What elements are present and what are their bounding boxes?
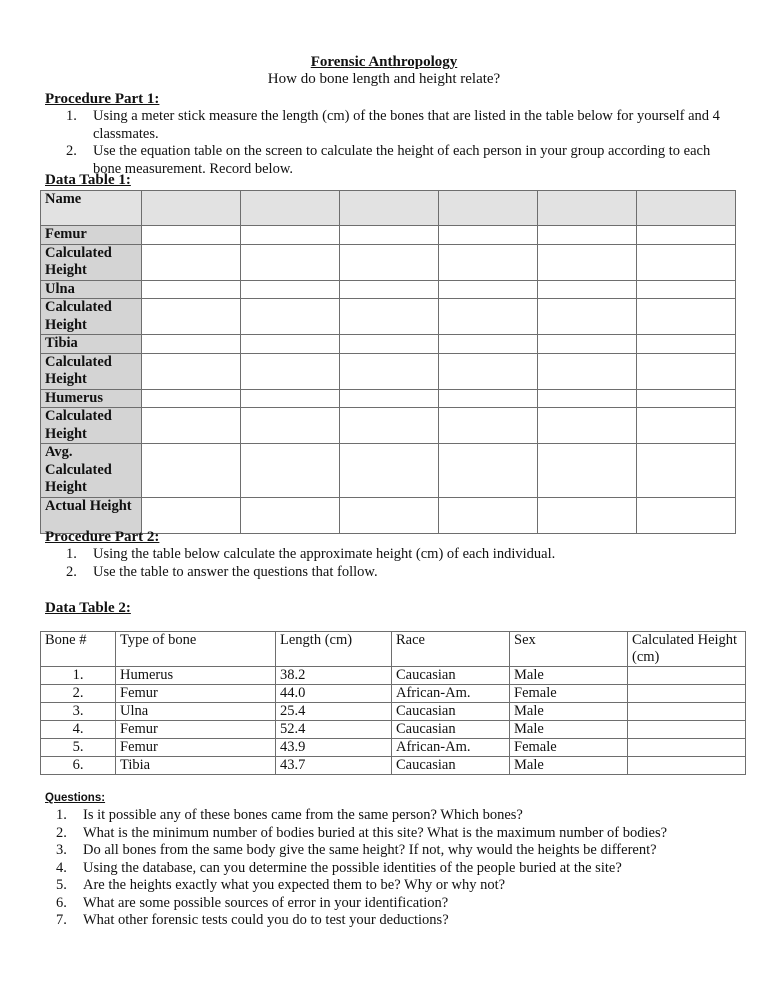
bone-type: Tibia (116, 757, 276, 775)
question-number: 4. (56, 859, 67, 876)
entry-cell[interactable] (340, 280, 439, 299)
question-item (56, 877, 756, 895)
question-text: Is it possible any of these bones came from the same person? Which bones? (83, 807, 523, 823)
table-row (41, 353, 736, 389)
column-header: Bone # (41, 632, 116, 667)
question-item (56, 895, 756, 913)
race: Caucasian (392, 721, 510, 739)
bone-length: 25.4 (276, 703, 392, 721)
bone-length: 38.2 (276, 667, 392, 685)
procedure-part2-heading: Procedure Part 2: (45, 529, 160, 545)
entry-cell[interactable] (340, 226, 439, 245)
race: Caucasian (392, 703, 510, 721)
sex: Female (510, 739, 628, 757)
entry-cell[interactable] (340, 444, 439, 498)
row-label: Calculated Height (41, 299, 142, 335)
entry-cell[interactable] (538, 444, 637, 498)
name-input-cell[interactable] (538, 191, 637, 226)
bone-length: 43.7 (276, 757, 392, 775)
table-row (41, 226, 736, 245)
question-number: 7. (56, 912, 67, 928)
entry-cell[interactable] (142, 335, 241, 354)
entry-cell[interactable] (637, 280, 736, 299)
entry-cell[interactable] (241, 444, 340, 498)
entry-cell[interactable] (439, 244, 538, 280)
entry-cell[interactable] (142, 408, 241, 444)
entry-cell[interactable] (241, 353, 340, 389)
entry-cell[interactable] (241, 408, 340, 444)
sex: Male (510, 703, 628, 721)
bone-number: 4. (41, 721, 116, 739)
bone-length: 43.9 (276, 739, 392, 757)
column-header: Type of bone (116, 632, 276, 667)
question-number: 2. (56, 824, 67, 841)
bone-number: 3. (41, 703, 116, 721)
bone-length: 44.0 (276, 685, 392, 703)
entry-cell[interactable] (241, 280, 340, 299)
table-row (41, 389, 736, 408)
questions-heading: Questions: (45, 792, 106, 804)
table-row (41, 408, 736, 444)
table-row (41, 280, 736, 299)
question-item (56, 807, 756, 825)
sex: Male (510, 757, 628, 775)
table-row (41, 335, 736, 354)
row-label: Humerus (41, 389, 142, 408)
table-row (41, 703, 746, 721)
entry-cell[interactable] (340, 299, 439, 335)
calculated-height-cell[interactable] (628, 667, 746, 685)
step-number: 2. (66, 143, 77, 159)
entry-cell[interactable] (241, 226, 340, 245)
procedure-part1-heading: Procedure Part 1: (45, 91, 160, 107)
question-number: 1. (56, 807, 67, 823)
question-text: What other forensic tests could you do to test your deductions? (83, 912, 449, 928)
document-subtitle: How do bone length and height relate? (267, 71, 501, 87)
entry-cell[interactable] (439, 408, 538, 444)
entry-cell[interactable] (142, 299, 241, 335)
calculated-height-cell[interactable] (628, 757, 746, 775)
entry-cell[interactable] (241, 389, 340, 408)
entry-cell[interactable] (340, 244, 439, 280)
bone-number: 5. (41, 739, 116, 757)
calculated-height-cell[interactable] (628, 703, 746, 721)
data-table-1 (40, 190, 736, 534)
entry-cell[interactable] (439, 299, 538, 335)
column-header: Length (cm) (276, 632, 392, 667)
table-header-row (41, 191, 736, 226)
entry-cell[interactable] (439, 226, 538, 245)
entry-cell[interactable] (538, 389, 637, 408)
column-header: Calculated Height (cm) (628, 632, 746, 667)
entry-cell[interactable] (538, 353, 637, 389)
race: Caucasian (392, 667, 510, 685)
row-label: Avg. Calculated Height (41, 444, 142, 498)
bone-number: 6. (41, 757, 116, 775)
entry-cell[interactable] (637, 244, 736, 280)
entry-cell[interactable] (340, 353, 439, 389)
question-item (56, 860, 756, 878)
table-header-row (41, 632, 746, 667)
table-row (41, 685, 746, 703)
entry-cell[interactable] (637, 389, 736, 408)
procedure-step (66, 143, 726, 178)
entry-cell[interactable] (439, 353, 538, 389)
step-number: 1. (66, 108, 77, 124)
entry-cell[interactable] (637, 353, 736, 389)
entry-cell[interactable] (538, 244, 637, 280)
name-header-cell: Name (41, 191, 142, 226)
entry-cell[interactable] (439, 444, 538, 498)
table-row (41, 299, 736, 335)
question-number: 5. (56, 877, 67, 893)
entry-cell[interactable] (142, 353, 241, 389)
procedure-step (66, 546, 726, 564)
data-table-2 (40, 631, 746, 775)
document-title: Forensic Anthropology (310, 54, 458, 70)
entry-cell[interactable] (142, 444, 241, 498)
entry-cell[interactable] (439, 280, 538, 299)
entry-cell[interactable] (241, 244, 340, 280)
calculated-height-cell[interactable] (628, 739, 746, 757)
row-label: Tibia (41, 335, 142, 354)
table-row (41, 739, 746, 757)
step-text: Use the table to answer the questions that follow. (93, 563, 378, 580)
entry-cell[interactable] (142, 226, 241, 245)
question-item (56, 842, 756, 860)
procedure-step (66, 564, 726, 582)
procedure-part2-steps (66, 546, 726, 581)
row-label: Calculated Height (41, 408, 142, 444)
entry-cell[interactable] (439, 335, 538, 354)
entry-cell[interactable] (142, 497, 241, 533)
name-input-cell[interactable] (142, 191, 241, 226)
step-text: Using the table below calculate the approximate height (cm) of each individual. (93, 546, 556, 562)
question-text: Are the heights exactly what you expected them to be? Why or why not? (83, 877, 506, 893)
race: Caucasian (392, 757, 510, 775)
bone-type: Femur (116, 685, 276, 703)
data-table-2-heading: Data Table 2: (45, 600, 131, 616)
question-number: 3. (56, 842, 67, 858)
race: African-Am. (392, 739, 510, 757)
row-label: Ulna (41, 280, 142, 299)
entry-cell[interactable] (340, 335, 439, 354)
bone-number: 1. (41, 667, 116, 685)
entry-cell[interactable] (142, 389, 241, 408)
question-item (56, 912, 756, 930)
entry-cell[interactable] (637, 226, 736, 245)
entry-cell[interactable] (241, 497, 340, 533)
procedure-part1-steps (66, 108, 726, 178)
sex: Male (510, 721, 628, 739)
bone-number: 2. (41, 685, 116, 703)
questions-list (56, 807, 756, 930)
entry-cell[interactable] (538, 280, 637, 299)
entry-cell[interactable] (538, 335, 637, 354)
step-text: Use the equation table on the screen to calculate the height of each person in your group according to each bone measurement. Record below. (93, 143, 711, 177)
step-text: Using a meter stick measure the length (cm) of the bones that are listed in the table below for yourself and 4 classmates. (93, 108, 720, 142)
column-header: Sex (510, 632, 628, 667)
step-number: 2. (66, 563, 77, 580)
name-input-cell[interactable] (241, 191, 340, 226)
row-label: Actual Height (41, 497, 142, 533)
entry-cell[interactable] (637, 335, 736, 354)
entry-cell[interactable] (637, 299, 736, 335)
entry-cell[interactable] (241, 299, 340, 335)
entry-cell[interactable] (637, 497, 736, 533)
column-header: Race (392, 632, 510, 667)
bone-type: Ulna (116, 703, 276, 721)
entry-cell[interactable] (241, 335, 340, 354)
sex: Female (510, 685, 628, 703)
question-item (56, 825, 756, 843)
data-table-1-heading: Data Table 1: (45, 172, 131, 188)
table-row (41, 667, 746, 685)
name-input-cell[interactable] (340, 191, 439, 226)
entry-cell[interactable] (538, 226, 637, 245)
entry-cell[interactable] (538, 497, 637, 533)
table-row (41, 497, 736, 533)
row-label: Calculated Height (41, 244, 142, 280)
entry-cell[interactable] (637, 444, 736, 498)
step-number: 1. (66, 546, 77, 562)
bone-type: Femur (116, 721, 276, 739)
question-number: 6. (56, 894, 67, 911)
race: African-Am. (392, 685, 510, 703)
bone-length: 52.4 (276, 721, 392, 739)
entry-cell[interactable] (637, 408, 736, 444)
entry-cell[interactable] (538, 408, 637, 444)
procedure-step (66, 108, 726, 143)
question-text: What is the minimum number of bodies buried at this site? What is the maximum number of bodies? (83, 824, 668, 841)
entry-cell[interactable] (340, 408, 439, 444)
question-text: Do all bones from the same body give the same height? If not, why would the heights be different? (83, 842, 657, 858)
table-row (41, 444, 736, 498)
entry-cell[interactable] (340, 389, 439, 408)
entry-cell[interactable] (439, 497, 538, 533)
bone-type: Femur (116, 739, 276, 757)
question-text: What are some possible sources of error in your identification? (83, 894, 449, 911)
name-input-cell[interactable] (439, 191, 538, 226)
entry-cell[interactable] (538, 299, 637, 335)
calculated-height-cell[interactable] (628, 685, 746, 703)
question-text: Using the database, can you determine the possible identities of the people buried at the site? (83, 859, 622, 876)
table-row (41, 244, 736, 280)
entry-cell[interactable] (142, 244, 241, 280)
entry-cell[interactable] (142, 280, 241, 299)
entry-cell[interactable] (340, 497, 439, 533)
sex: Male (510, 667, 628, 685)
table-row (41, 757, 746, 775)
entry-cell[interactable] (439, 389, 538, 408)
calculated-height-cell[interactable] (628, 721, 746, 739)
name-input-cell[interactable] (637, 191, 736, 226)
row-label: Femur (41, 226, 142, 245)
bone-type: Humerus (116, 667, 276, 685)
table-row (41, 721, 746, 739)
row-label: Calculated Height (41, 353, 142, 389)
